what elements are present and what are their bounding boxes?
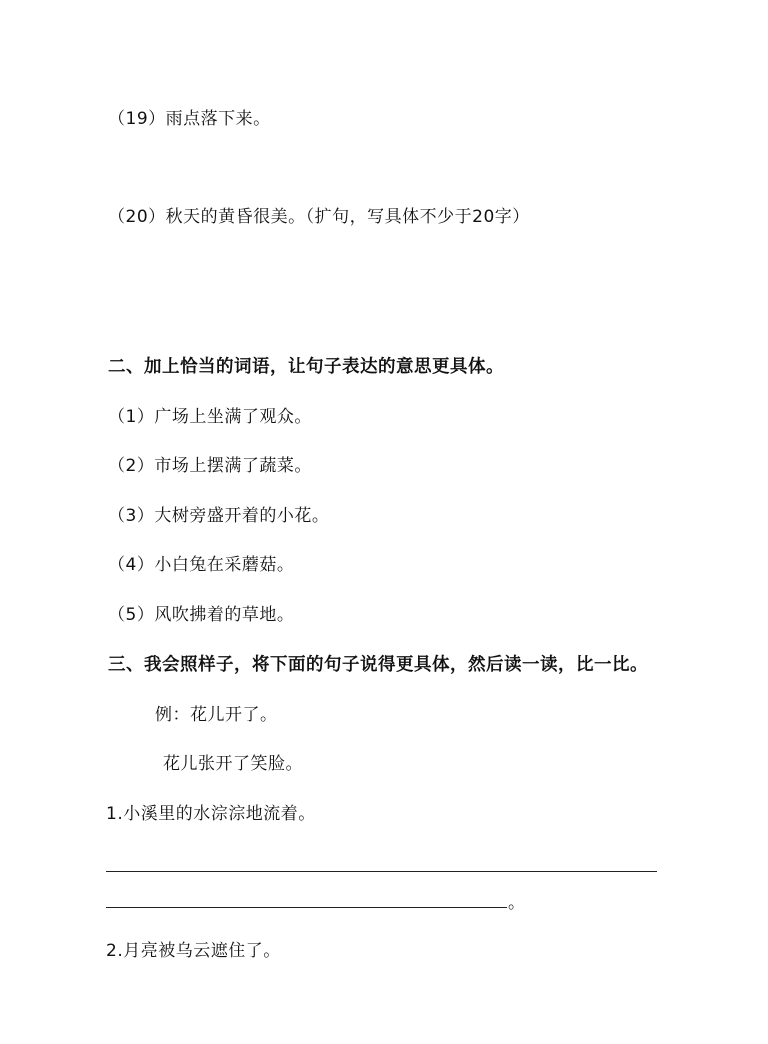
item-number: （1）: [108, 407, 155, 427]
item-number: （2）: [108, 456, 155, 476]
item-text: 广场上坐满了观众。: [154, 407, 312, 427]
example-answer: 花儿张开了笑脸。: [163, 754, 303, 774]
item-19: [108, 108, 271, 130]
section-2-item-2: [108, 455, 312, 477]
question-2: 2.月亮被乌云遮住了。: [106, 941, 281, 961]
section-2-heading: 二、加上恰当的词语，让句子表达的意思更具体。: [108, 357, 504, 377]
answer-line-2: [106, 907, 507, 908]
section-2-item-5: [108, 604, 294, 626]
item-20: [108, 206, 530, 228]
item-number: （5）: [108, 605, 155, 625]
item-text: 小白兔在采蘑菇。: [154, 555, 295, 575]
item-text: 雨点落下来。: [165, 109, 271, 129]
item-number: （19）: [108, 109, 166, 129]
item-text: 风吹拂着的草地。: [154, 605, 295, 625]
item-number: （3）: [108, 506, 155, 526]
section-2-item-1: [108, 406, 312, 428]
item-text: 大树旁盛开着的小花。: [154, 506, 330, 526]
section-2-item-4: [108, 554, 294, 576]
section-3-heading: 三、我会照样子，将下面的句子说得更具体，然后读一读，比一比。: [108, 655, 648, 675]
item-text: 秋天的黄昏很美。（扩句，写具体不少于20字）: [165, 207, 530, 227]
item-number: （4）: [108, 555, 155, 575]
item-number: （20）: [108, 207, 166, 227]
answer-line-end-mark: 。: [508, 893, 525, 913]
answer-line-1: [106, 871, 657, 872]
section-2-item-3: [108, 505, 329, 527]
item-text: 市场上摆满了蔬菜。: [154, 456, 312, 476]
example-label: 例：花儿开了。: [155, 705, 278, 725]
question-1: 1.小溪里的水淙淙地流着。: [106, 804, 316, 824]
